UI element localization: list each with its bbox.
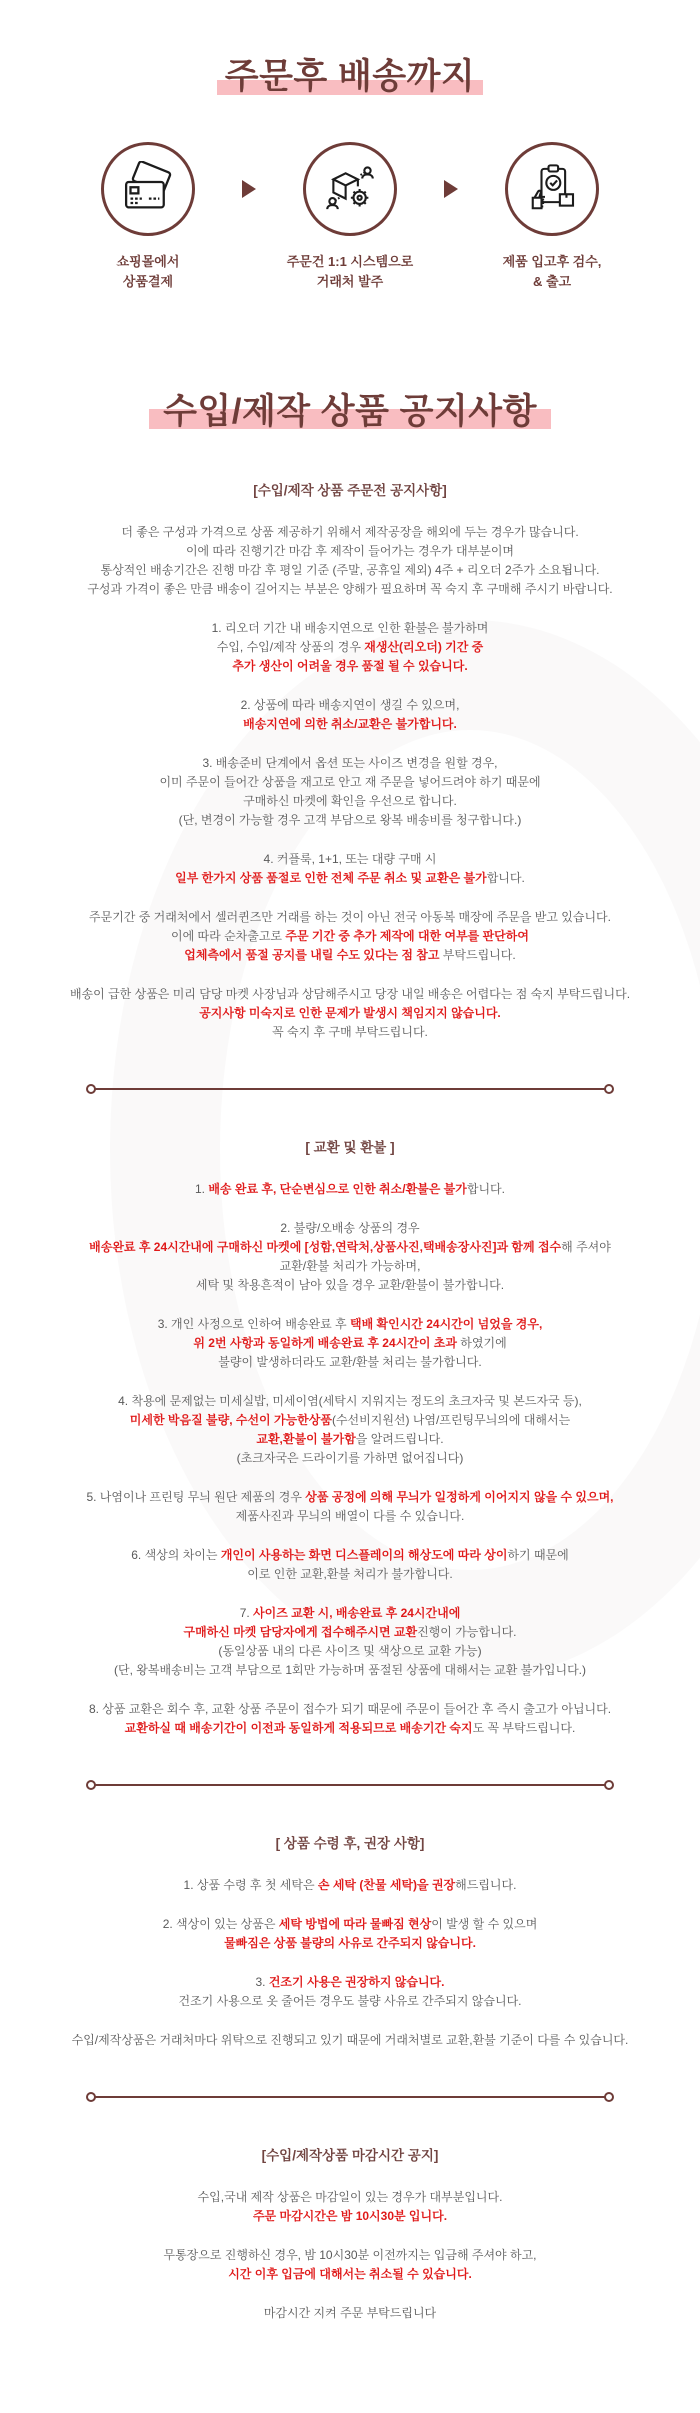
section-header: [ 상품 수령 후, 권장 사항] bbox=[275, 1836, 425, 1851]
notice-paragraph: 더 좋은 구성과 가격으로 상품 제공하기 위해서 제작공장을 해외에 두는 경우가 많습니다. 이에 따라 진행기간 마감 후 제작이 들어가는 경우가 대부분이며 통상적인 배송기간은 진행 마감 후 평일 기준 (주말, 공휴일 제외) 4주 + 리오더 2주가 소요됩니다. 구성과 가격이 좋은 만큼 배송이 길어지는 부분은 양해가 필요하며 꼭 숙지 후 구매해 주시기 바랍니다. bbox=[87, 525, 613, 596]
arrow-right-icon bbox=[444, 180, 458, 198]
notice-paragraph: 3. 건조기 사용은 권장하지 않습니다. 건조기 사용으로 옷 줄어든 경우도 불량 사유로 간주되지 않습니다. bbox=[178, 1975, 522, 2008]
notice-paragraph: 무통장으로 진행하신 경우, 밤 10시30분 이전까지는 입금해 주셔야 하고, 시간 이후 입금에 대해서는 취소될 수 있습니다. bbox=[163, 2248, 537, 2281]
step-inspection-label: 제품 입고후 검수, & 출고 bbox=[502, 254, 602, 289]
step-inspection bbox=[458, 142, 646, 291]
notice-paragraph: 6. 색상의 차이는 개인이 사용하는 화면 디스플레이의 해상도에 따라 상이하기 때문에 이로 인한 교환,환불 처리가 불가합니다. bbox=[131, 1548, 569, 1581]
notice-paragraph: 5. 나염이나 프린팅 무늬 원단 제품의 경우 상품 공정에 의해 무늬가 일정하게 이어지지 않을 수 있으며, 제품사진과 무늬의 배열이 다를 수 있습니다. bbox=[86, 1490, 614, 1523]
notice-body bbox=[0, 479, 700, 2323]
section-header: [수입/제작 상품 주문전 공지사항] bbox=[253, 483, 447, 498]
notice-paragraph: 수입/제작상품은 거래처마다 위탁으로 진행되고 있기 때문에 거래처별로 교환,환불 기준이 다를 수 있습니다. bbox=[71, 2033, 629, 2047]
notice-paragraph: 수입,국내 제작 상품은 마감일이 있는 경우가 대부분입니다. 주문 마감시간은 밤 10시30분 입니다. bbox=[197, 2190, 503, 2223]
notice-paragraph: 배송이 급한 상품은 미리 담당 마켓 사장님과 상담해주시고 당장 내일 배송은 어렵다는 점 숙지 부탁드립니다. 공지사항 미숙지로 인한 문제가 발생시 책임지지 않습니다. 꼭 숙지 후 구매 부탁드립니다. bbox=[69, 987, 631, 1039]
arrow-right-icon bbox=[242, 180, 256, 198]
section-divider bbox=[95, 1784, 605, 1786]
notice-paragraph: 마감시간 지켜 주문 부탁드립니다 bbox=[263, 2306, 437, 2320]
flow-title-text: 주문후 배송까지 bbox=[217, 56, 483, 98]
step-payment bbox=[54, 142, 242, 291]
section-divider bbox=[95, 1088, 605, 1090]
notice-paragraph: 2. 불량/오배송 상품의 경우 배송완료 후 24시간내에 구매하신 마켓에 [성함,연락처,상품사진,택배송장사진]과 함께 접수해 주셔야 교환/환불 처리가 가능하며, 세탁 및 착용흔적이 남아 있을 경우 교환/환불이 불가합니다. bbox=[89, 1221, 611, 1292]
order-flow-steps bbox=[0, 142, 700, 291]
section-divider bbox=[95, 2096, 605, 2098]
section-header: [ 교환 및 환불 ] bbox=[305, 1140, 395, 1155]
notice-paragraph: 1. 배송 완료 후, 단순변심으로 인한 취소/환불은 불가합니다. bbox=[195, 1182, 505, 1196]
step-order-system bbox=[256, 142, 444, 291]
section-header: [수입/제작상품 마감시간 공지] bbox=[261, 2148, 439, 2163]
notice-paragraph: 8. 상품 교환은 회수 후, 교환 상품 주문이 접수가 되기 때문에 주문이 들어간 후 즉시 출고가 아닙니다. 교환하실 때 배송기간이 이전과 동일하게 적용되므로 배송기간 숙지도 꼭 부탁드립니다. bbox=[88, 1702, 612, 1735]
notice-paragraph: 4. 커플룩, 1+1, 또는 대량 구매 시 일부 한가지 상품 품절로 인한 전체 주문 취소 및 교환은 불가합니다. bbox=[175, 852, 525, 885]
notice-paragraph: 2. 상품에 따라 배송지연이 생길 수 있으며, 배송지연에 의한 취소/교환은 불가합니다. bbox=[240, 698, 460, 731]
inspection-icon bbox=[505, 142, 599, 236]
flow-title bbox=[0, 56, 700, 98]
notice-paragraph: 1. 상품 수령 후 첫 세탁은 손 세탁 (찬물 세탁)을 권장해드립니다. bbox=[183, 1878, 517, 1892]
notice-paragraph: 7. 사이즈 교환 시, 배송완료 후 24시간내에 구매하신 마켓 담당자에게 접수해주시면 교환진행이 가능합니다. (동일상품 내의 다른 사이즈 및 색상으로 교환 가능) (단, 왕복배송비는 고객 부담으로 1회만 가능하며 품절된 상품에 대해서는 교환 불가입니다.) bbox=[114, 1606, 586, 1677]
notice-paragraph: 4. 착용에 문제없는 미세실밥, 미세이염(세탁시 지워지는 정도의 초크자국 및 본드자국 등), 미세한 박음질 불량, 수선이 가능한상품(수선비지원선) 나염/프린팅무늬의에 대해서는 교환,환불이 불가함을 알려드립니다. (초크자국은 드라이기를 가하면 없어집니다) bbox=[118, 1394, 582, 1465]
step-order-system-label: 주문건 1:1 시스템으로 거래처 발주 bbox=[286, 254, 414, 289]
notice-paragraph: 1. 리오더 기간 내 배송지연으로 인한 환불은 불가하며 수입, 수입/제작 상품의 경우 재생산(리오더) 기간 중 추가 생산이 어려울 경우 품절 될 수 있습니다. bbox=[211, 621, 489, 673]
order-system-icon bbox=[303, 142, 397, 236]
credit-card-icon bbox=[101, 142, 195, 236]
notice-title bbox=[0, 391, 700, 433]
step-payment-label: 쇼핑몰에서 상품결제 bbox=[116, 254, 180, 289]
notice-paragraph: 주문기간 중 거래처에서 셀러퀸즈만 거래를 하는 것이 아닌 전국 아동복 매장에 주문을 받고 있습니다. 이에 따라 순차출고로 주문 기간 중 추가 제작에 대한 여부를 판단하여 업체측에서 품절 공지를 내릴 수도 있다는 점 참고 부탁드립니다. bbox=[89, 910, 611, 962]
notice-title-text: 수입/제작 상품 공지사항 bbox=[149, 391, 551, 433]
notice-paragraph: 2. 색상이 있는 상품은 세탁 방법에 따라 물빠짐 현상이 발생 할 수 있으며 물빠짐은 상품 불량의 사유로 간주되지 않습니다. bbox=[162, 1917, 538, 1950]
notice-paragraph: 3. 개인 사정으로 인하여 배송완료 후 택배 확인시간 24시간이 넘었을 경우, 위 2번 사항과 동일하게 배송완료 후 24시간이 초과 하였기에 불량이 발생하더라도 교환/환불 처리는 불가합니다. bbox=[157, 1317, 543, 1369]
notice-paragraph: 3. 배송준비 단계에서 옵션 또는 사이즈 변경을 원할 경우, 이미 주문이 들어간 상품을 재고로 안고 재 주문을 넣어드려야 하기 때문에 구매하신 마켓에 확인을 우선으로 합니다. (단, 변경이 가능할 경우 고객 부담으로 왕복 배송비를 청구합니다.) bbox=[159, 756, 541, 827]
